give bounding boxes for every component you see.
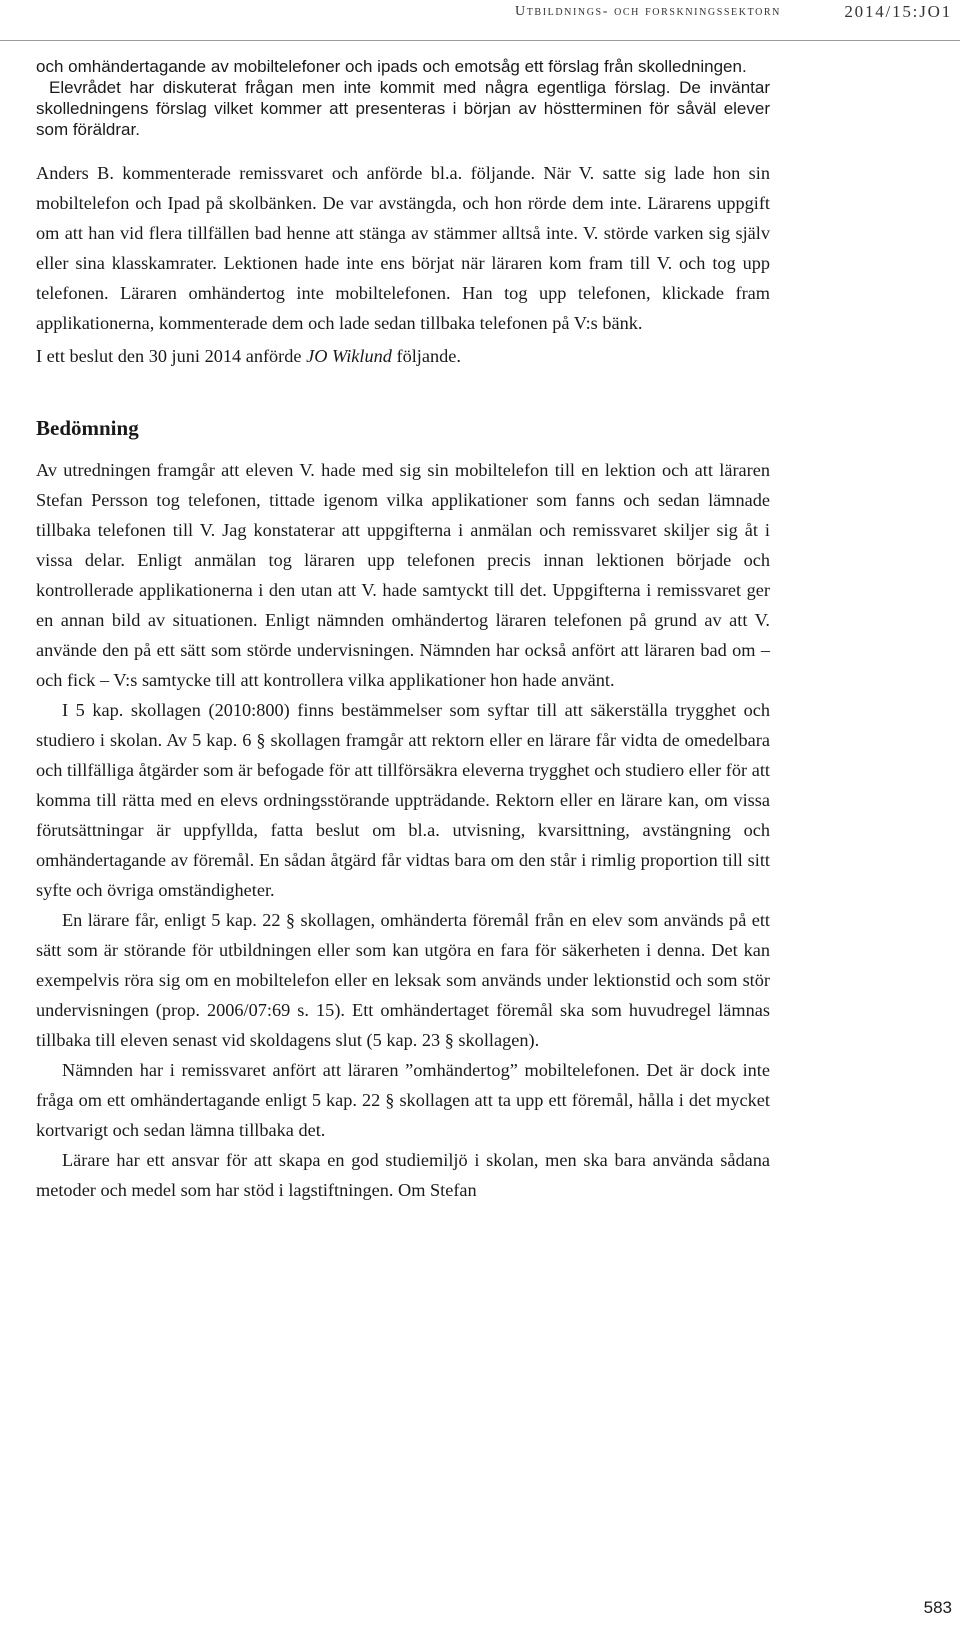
- assessment-paragraph-2: I 5 kap. skollagen (2010:800) finns bestämmelser som syftar till att säkerställa trygghet och studiero i skolan. Av 5 kap. 6 § skollagen framgår att rektorn eller en lärare får vidta de omedelbara och tillfälliga åtgärder som är befogade för att tillförsäkra eleverna trygghet och studiero eller för att komma till rätta med en elevs ordningsstörande uppträdande. Rektorn eller en lärare kan, om vissa förutsättningar är uppfyllda, fatta beslut om bl.a. utvisning, kvarsittning, avstängning och omhändertagande av föremål. En sådan åtgärd får vidtas bara om den står i rimlig proportion till sitt syfte och övriga omständigheter.: [36, 700, 770, 900]
- assessment-paragraph-3: En lärare får, enligt 5 kap. 22 § skollagen, omhänderta föremål från en elev som används på ett sätt som är störande för utbildningen eller som kan utgöra en fara för säkerheten i denna. Det kan exempelvis röra sig om en mobiltelefon eller en leksak som används under lektionstid och som stör undervisningen (prop. 2006/07:69 s. 15). Ett omhändertaget föremål ska som huvudregel lämnas tillbaka till eleven senast vid skoldagens slut (5 kap. 23 § skollagen).: [36, 910, 770, 1050]
- decision-text-after: följande.: [391, 346, 461, 366]
- comment-paragraph: Anders B. kommenterade remissvaret och anförde bl.a. följande. När V. satte sig lade hon sin mobiltelefon och Ipad på skolbänken. De var avstängda, och hon rörde dem inte. Lärarens uppgift om att han vid flera tillfällen bad henne att stänga av stämmer alltså inte. V. störde varken sig själv eller sina klasskamrater. Lektionen hade inte ens börjat när läraren kom fram till V. och tog upp telefonen. Läraren omhändertog inte mobiltelefonen. Han tog upp telefonen, klickade fram applikationerna, kommenterade dem och lade sedan tillbaka telefonen på V:s bänk.: [36, 163, 770, 333]
- main-text: [36, 158, 770, 371]
- section-heading: Bedömning: [36, 416, 139, 440]
- running-header: [0, 0, 960, 41]
- assessment-paragraph-1: Av utredningen framgår att eleven V. hade med sig sin mobiltelefon till en lektion och att läraren Stefan Persson tog telefonen, tittade igenom vilka applikationer som fanns och sedan lämnade tillbaka telefonen till V. Jag konstaterar att uppgifterna i anmälan och remissvaret skiljer sig åt i vissa delar. Enligt anmälan tog läraren upp telefonen precis innan lektionen började och kontrollerade applikationerna i den utan att V. hade samtyckt till det. Uppgifterna i remissvaret ger en annan bild av situationen. Enligt nämnden omhändertog läraren telefonen på grund av att V. använde den på ett sätt som störde undervisningen. Nämnden har också anfört att läraren bad om – och fick – V:s samtycke till att kontrollera vilka applikationer hon hade använt.: [36, 460, 770, 690]
- decision-paragraph: [36, 341, 770, 371]
- assessment-text: [36, 455, 770, 1205]
- quoted-reply-block: [36, 56, 770, 140]
- intro-paragraph-1: och omhändertagande av mobiltelefoner och ipads och emotsåg ett förslag från skolledningen.: [36, 57, 747, 76]
- decision-text-before: I ett beslut den 30 juni 2014 anförde: [36, 346, 307, 366]
- assessment-paragraph-4: Nämnden har i remissvaret anfört att läraren ”omhändertog” mobiltelefonen. Det är dock inte fråga om ett omhändertagande enligt 5 kap. 22 § skollagen att ta upp ett föremål, hålla i det mycket kortvarigt och sedan lämna tillbaka det.: [36, 1060, 770, 1140]
- decision-name: JO Wiklund: [306, 346, 392, 366]
- assessment-paragraph-5: Lärare har ett ansvar för att skapa en god studiemiljö i skolan, men ska bara använda sådana metoder och medel som har stöd i lagstiftningen. Om Stefan: [36, 1150, 770, 1200]
- header-section-title: Utbildnings- och forskningssektorn: [515, 4, 782, 19]
- page-number: 583: [923, 1598, 952, 1617]
- intro-paragraph-2: Elevrådet har diskuterat frågan men inte kommit med några egentliga förslag. De inväntar skolledningens förslag vilket kommer att presenteras i början av höstterminen för såväl elever som föräldrar.: [36, 78, 770, 139]
- header-report-reference: 2014/15:JO1: [844, 2, 952, 21]
- page-body: [36, 46, 770, 1205]
